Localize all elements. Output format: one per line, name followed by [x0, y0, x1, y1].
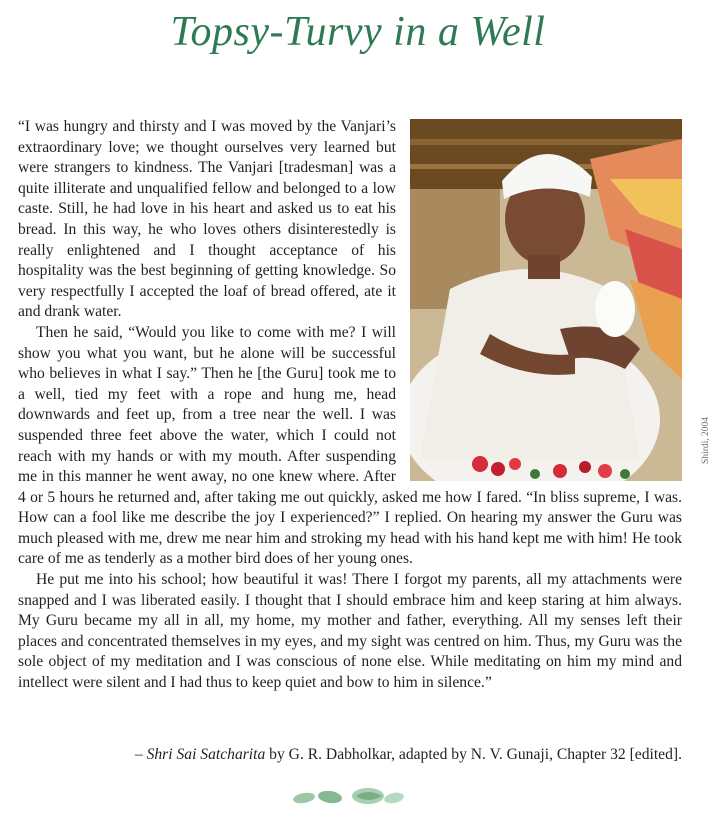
paragraph: He put me into his school; how beautiful it was! There I forgot my parents, all my attachments were snapped and I was liberated easily. I thought that I should embrace him and keep staring at him always. My Guru became my all in all, my home, my mother and father, everything. All my senses left their places and concentrated themselves in my eyes, and my sight was centred on him. Thus, my Guru was the sole object of my meditation and I was conscious of none else. While meditating on him my mind and intellect were silent and I had thus to keep quiet and bow to him in silence.”: [18, 571, 682, 692]
leaf-ornament-icon: [290, 784, 410, 810]
photo-credit: Shirdi, 2004: [701, 417, 711, 464]
page-title: Topsy-Turvy in a Well: [170, 9, 546, 55]
source-book-title: Shri Sai Satcharita: [146, 746, 266, 763]
photo-block: [410, 117, 711, 479]
source-details: by G. R. Dabholkar, adapted by N. V. Gunaji, Chapter 32 [edited].: [265, 746, 682, 763]
photo-guru-portrait: [410, 119, 682, 481]
paragraph: “I was hungry and thirsty and I was moved by the Vanjari’s extraordinary love; we thought ourselves very learned but were strangers to kindness. The Vanjari [tradesman] was a quite illiterate and unqualified fellow and belonged to a low caste. Still, he had love in his heart and asked us to eat his bread. In this way, he who loves others disinterestedly is really enlightened and I thought acceptance of his hospitality was the best beginning of getting knowledge. So very respectfully I accepted the loaf of bread offered, ate it and drank water.: [18, 118, 396, 321]
paragraph: Then he said, “Would you like to come with me? I will show you what you want, but he alone will be successful who believes in what I say.” Then he [the Guru] took me to a well, tied my feet with a rope and hung me, head downwards and feet up, from a tree near the well. I was suspended three feet above the water, which I could not reach with my hands or with my mouth. After suspending me in this manner he went away, no one knew where. After 4 or 5 hours he returned and, after taking me out quickly, asked me how I fared. “In bliss supreme, I was. How can a fool like me describe the joy I experienced?” I replied. On hearing my answer the Guru was much pleased with me, drew me near him and stroking my head with his hand kept me with him! He took care of me as tenderly as a mother bird does of her young ones.: [18, 323, 682, 568]
article-body: [18, 117, 711, 694]
source-prefix: –: [134, 746, 147, 763]
source-citation: [135, 746, 682, 764]
